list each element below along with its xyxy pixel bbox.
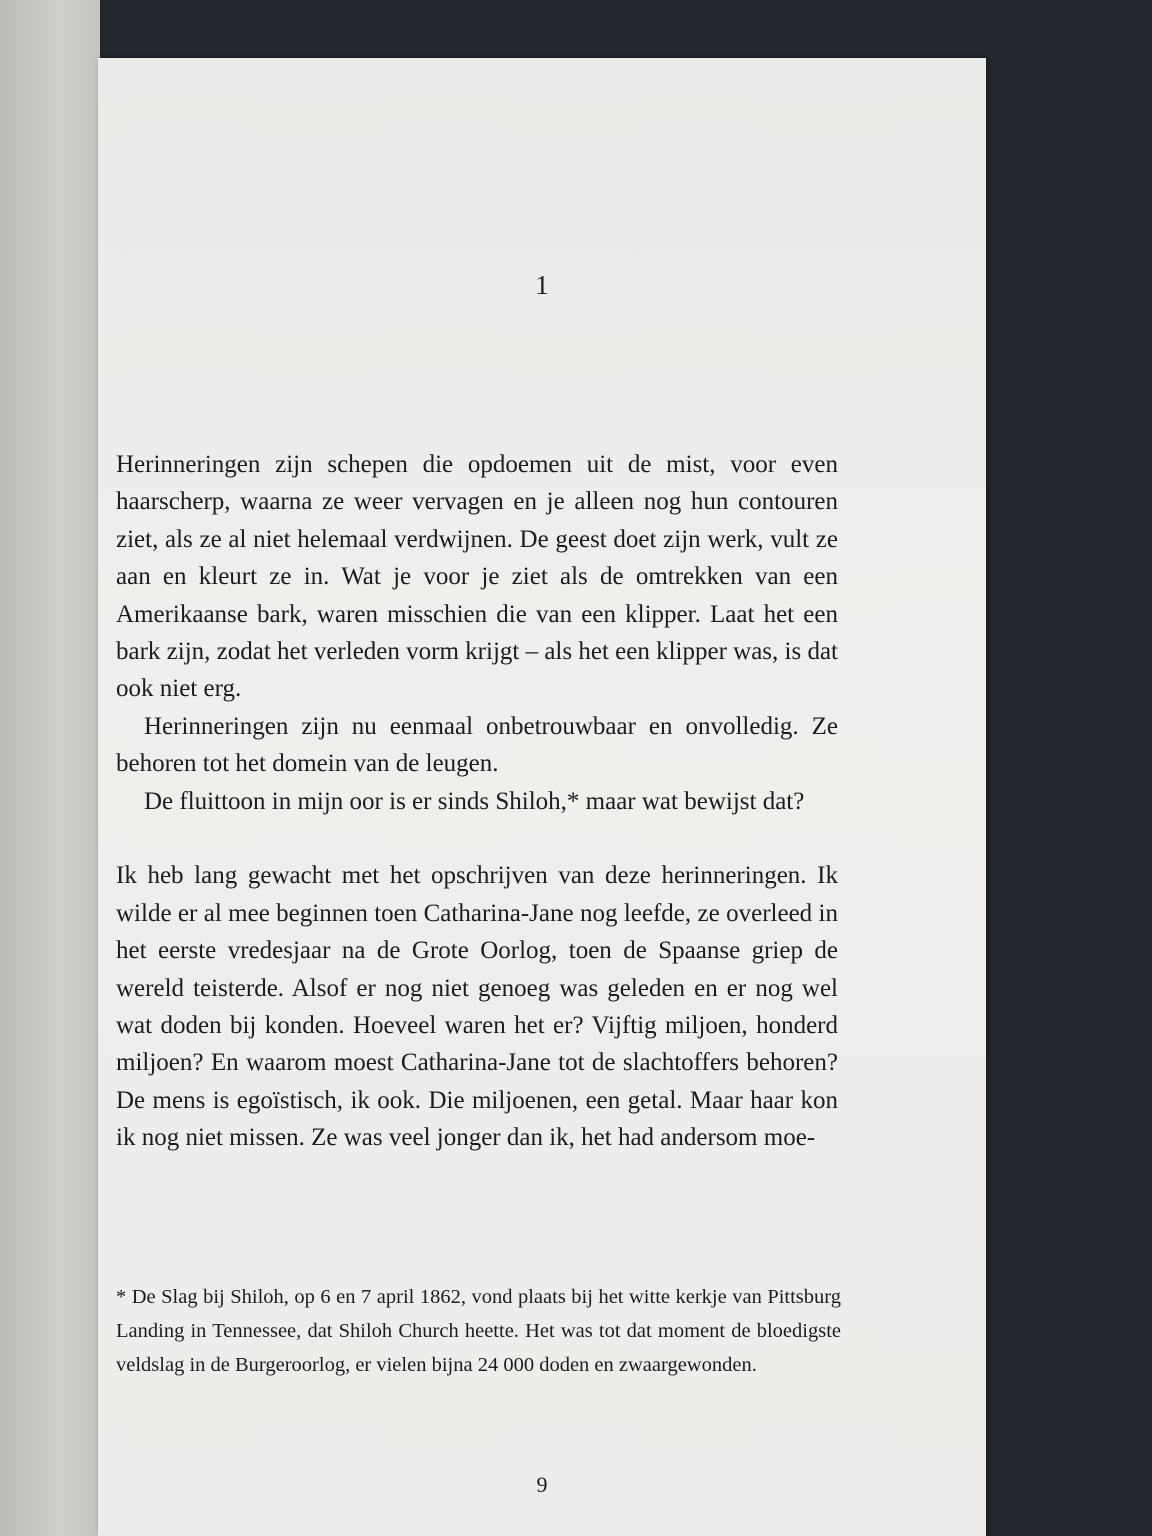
- body-text: [116, 446, 838, 1157]
- footnote-text: * De Slag bij Shiloh, op 6 en 7 april 1862, vond plaats bij het witte kerkje van Pittsburg Landing in Tennessee, dat Shiloh Church heette. Het was tot dat moment de bloedigste veldslag in de Burgeroorlog, er vielen bijna 24 000 doden en zwaargewonden.: [116, 1286, 841, 1376]
- chapter-number: 1: [535, 270, 549, 300]
- paragraph: Herinneringen zijn nu eenmaal onbetrouwbaar en onvolledig. Ze behoren tot het domein van de leugen.: [116, 712, 838, 778]
- facing-page: [0, 0, 100, 1536]
- paragraph: De fluittoon in mijn oor is er sinds Shiloh,* maar wat bewijst dat?: [144, 787, 805, 815]
- paragraph: Herinneringen zijn schepen die opdoemen uit de mist, voor even haarscherp, waarna ze weer vervagen en je alleen nog hun contouren ziet, als ze al niet helemaal verdwijnen. De geest doet zijn werk, vult ze aan en kleurt ze in. Wat je voor je ziet als de omtrekken van een Amerikaanse bark, waren misschien die van een klipper. Laat het een bark zijn, zodat het verleden vorm krijgt – als het een klipper was, is dat ook niet erg.: [116, 451, 838, 703]
- book-page: [98, 58, 986, 1536]
- page-number: 9: [536, 1472, 548, 1497]
- footnote: [116, 1280, 841, 1382]
- paragraph: Ik heb lang gewacht met het opschrijven van deze herinneringen. Ik wilde er al mee beginnen toen Catharina-Jane nog leefde, ze overleed in het eerste vredesjaar na de Grote Oorlog, toen de Spaanse griep de wereld teisterde. Alsof er nog niet genoeg was geleden en er nog wel wat doden bij konden. Hoeveel waren het er? Vijftig miljoen, honderd miljoen? En waarom moest Catharina-Jane tot de slachtoffers behoren? De mens is egoïstisch, ik ook. Die miljoenen, een getal. Maar haar kon ik nog niet missen. Ze was veel jonger dan ik, het had andersom moe-: [116, 862, 838, 1152]
